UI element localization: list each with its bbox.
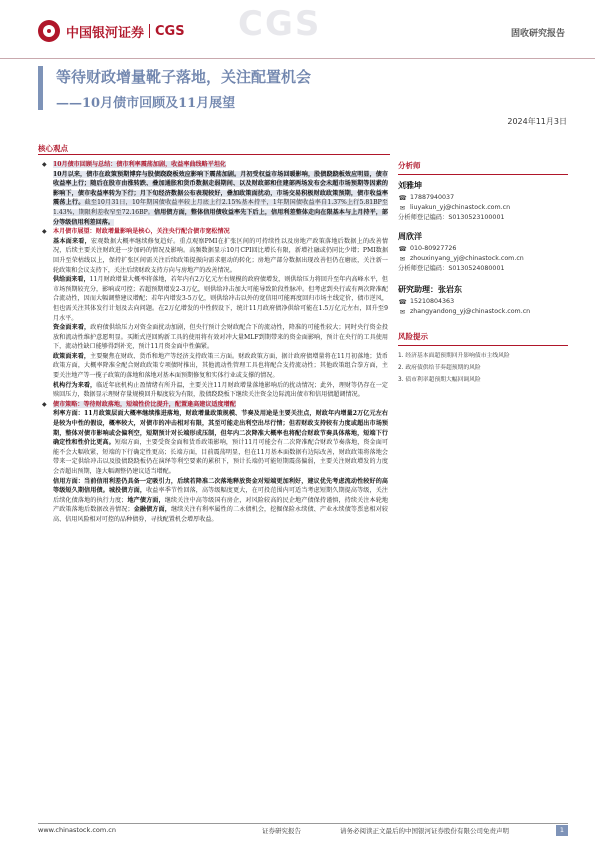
strategy-rates-label: 利率方面： — [53, 410, 84, 418]
outlook-institutions-text: 临近年底机构止盈情绪有所升温，主要关注11月财政增量落地影响后的扰动情况；此外，理财等仍存在一定赎回压力，数据显示理财存量规模回升幅度较为有限，股债跷跷板下继续关注资金边际流出债市和信用债超调情况。 — [53, 381, 388, 399]
outlook-institutions-label: 机构行为来看， — [53, 381, 97, 389]
title-accent-bar — [38, 66, 43, 110]
analyst-card — [398, 231, 568, 274]
section-strategy-heading: 债市策略：等待财政落地，短端性价比提升，配置逢高建议适度增配 — [53, 400, 236, 408]
bullet-icon: ◆ — [42, 400, 47, 408]
analyst-phone — [398, 244, 568, 254]
section-strategy — [40, 400, 388, 525]
strategy-credit-bold: 当前信用利差仍具备一定吸引力，后续若降准二次落地释放资金对短端更加利好，建议优先考虑流动性较好的高等级短久期信用债。城投债方面， — [53, 477, 388, 495]
assistant-email[interactable] — [398, 307, 568, 317]
assistant-heading — [398, 284, 568, 295]
section-review-heading: 10月债市回顾与总结：债市利率震荡加剧，收益率曲线略平坦化 — [53, 161, 227, 168]
analyst-name: 周欣洋 — [398, 232, 422, 241]
strategy-rates-bold: 11月政策层面大概率继续推进落地，财政增量政策规模、节奏及用途是主要关注点，财政年内增量2万亿元左右是较为中性的假设，概率较大，对债市的冲击相对有限，其至可能走出利空出尽行情；但若财政支持较有力度或超出市场预期，整体对债市影响或会偏利空，短期预计对长端形成压制，但年内二次降准大概率也将配合财政节奏具体落地，短端下行确定性和性价比更高。 — [53, 410, 388, 447]
strategy-credit-label-d: 金融债方面， — [133, 506, 171, 514]
strategy-credit-text-c: 继续关注中高等级国有房企，对风险较高的民企地产债保持谨慎，持续关注本轮地产政策落地后数据改善情况； — [53, 496, 388, 514]
phone-icon: ☎ — [398, 298, 407, 306]
risk-item: 1. 经济基本面超预期回升影响债市主线风险 — [398, 353, 510, 359]
analyst-email-text[interactable]: liuyakun_yj@chinastock.com.cn — [410, 204, 511, 211]
page-number: 1 — [556, 825, 568, 836]
strategy-credit-label: 信用方面： — [53, 477, 85, 485]
risk-item: 3. 债市利率超预期大幅回调风险 — [398, 377, 481, 383]
section-outlook-heading: 本月债市展望：财政增量影响是核心，关注央行配合债市宽松情况 — [53, 228, 230, 236]
core-views-label: 核心观点 — [38, 144, 68, 153]
outlook-liquidity-label: 资金面来看， — [53, 324, 91, 332]
risk-item: 2. 政府债供给节奏超预期的风险 — [398, 365, 481, 371]
assistant-label: 研究助理： — [398, 285, 438, 294]
assistant-card — [398, 284, 568, 317]
strategy-credit-label-b: 地产债方面， — [127, 496, 165, 504]
analysts-title: 分析师 — [398, 161, 421, 170]
analyst-phone-text: 17887940037 — [410, 194, 455, 201]
risk-box — [398, 331, 568, 386]
phone-icon: ☎ — [398, 245, 407, 253]
risk-list — [398, 350, 568, 386]
brand-logo — [38, 20, 185, 42]
email-icon: ✉ — [399, 255, 406, 263]
assistant-name: 张岩东 — [438, 285, 462, 294]
email-icon: ✉ — [399, 204, 406, 212]
risk-title: 风险提示 — [398, 332, 428, 341]
strategy-rates-text: 短端方面，主要受资金面和货币政策影响，预计11月可能会有二次降准配合财政节奏落地，资金面可能不会大幅收紧，短端的下行确定性更高；长端方面，目前震荡明显，但在11月基本面数据有边际改善，财政政策将落地会带来一定供给冲击以及股债跷跷板仍在演绎等利空要素的累积下，预计长端仍可能短期震荡偏弱，主要关注财政增发的力度会否超出预期，逢大幅调整仍建议适当增配。 — [53, 439, 388, 475]
analyst-email-text[interactable]: zhouxinyang_yj@chinastock.com.cn — [410, 255, 524, 262]
outlook-policy-label: 政策面来看， — [53, 352, 91, 360]
analyst-phone — [398, 193, 568, 203]
outlook-fundamentals-text: 宏观数据大概率继续修复趋好。重点观察PMI在扩张区间的可持续性以及房地产政策落地后数据上的改善情况，后续主要关注财政进一步加码的情况及影响。高频数据显示10月CPI回比增长有限，新增社融或仍同比少增；PMI数据回升至荣枯线以上，保持扩张区间需关注后续政策提振向需求驱动的转化；房地产部分数据出现改善但仍在磨底，关注新一轮政策和会议支持下，关注后续财政支持方向与房地产的改善情况。 — [53, 237, 388, 274]
outlook-liquidity — [53, 323, 388, 352]
assistant-email-text[interactable]: zhangyandong_yj@chinastock.com.cn — [410, 308, 531, 315]
footer-disclaimer: 请务必阅读正文最后的中国银河证券股份有限公司免责声明 — [340, 827, 509, 835]
bullet-icon: ◆ — [42, 228, 47, 236]
footer-website[interactable]: www.chinastock.com.cn — [38, 826, 116, 834]
analyst-cert: 分析师登记编码：S0130523100001 — [398, 214, 505, 221]
email-icon: ✉ — [399, 308, 406, 316]
brand-separator — [149, 24, 150, 38]
outlook-liquidity-text: 政府债供给压力对资金面扰动加剧，但央行预计会财政配合下的流动性，降准的可能性较大；同时央行资金投放和流动性维护意愿明显。买断式逆回购新工具的使用将有效对冲大量MLF到期带来的资金面影响，预计在央行的工具使用下，流动性缺口能够得到补充，预计11月资金面中性偏紧。 — [53, 324, 388, 351]
report-subtitle: ——10月债市回顾及11月展望 — [56, 96, 236, 111]
phone-icon: ☎ — [398, 194, 407, 202]
analyst-email[interactable] — [398, 203, 568, 213]
risk-divider — [398, 345, 568, 346]
analyst-email[interactable] — [398, 254, 568, 264]
outlook-institutions — [53, 381, 388, 400]
report-date: 2024年11月3日 — [507, 117, 567, 126]
report-header — [0, 0, 595, 62]
strategy-credit-text-a: 收益率季节性回落，高等级幅度更大，在可投范围内可适当考虑短期久期提高等级，关注后续化债落地的执行力度； — [53, 487, 388, 504]
section-outlook-heading-line — [53, 227, 388, 237]
section-outlook — [40, 227, 388, 400]
report-title: 等待财政增量靴子落地，关注配置机会 — [56, 68, 312, 86]
brand-name-cn: 中国银河证券 — [66, 25, 145, 41]
assistant-phone-text: 15210804363 — [410, 298, 455, 305]
section-review — [40, 160, 388, 227]
outlook-policy — [53, 352, 388, 381]
footer-center-label: 证券研究报告 — [262, 827, 301, 835]
header-watermark: CGS — [238, 4, 322, 44]
section-review-text — [53, 160, 388, 227]
section-review-bold-1: 10月以来，债市在政策预期博弈与股债跷跷板效应影响下震荡加剧。月初受权益市场回暖影响，股债跷跷板效应明显，债市收益率上行；随后在股市由涨转跌、叠加通胀和货币数据走弱期间、以及财政部和住建部两场发布会未超市场预期等因素的影响下，债市收益率转为下行；月下旬经济数据公布表现较好，叠加政策面扰动，市场交易积极财政政策预期，债市收益率震荡上行。 — [53, 170, 388, 207]
analyst-name: 刘雅坤 — [398, 181, 422, 190]
header-divider — [0, 58, 595, 59]
outlook-policy-text: 主要聚焦在财政、货币和地产等经济支持政策三方面。财政政策方面，据计政府债增量将在11月初落地；货币政策方面，大概率降准全配合财政政策专项债时推出，其他流动性管理工具也将配合支持流动性；其他政策组合拳方面，主要关注地产等一揽子政策的落地和落地对基本面预期修复和实体行业或支撑的情况。 — [53, 352, 388, 380]
analyst-phone-text: 010-80927726 — [410, 245, 457, 252]
section-strategy-heading-line — [53, 400, 388, 410]
analyst-card — [398, 180, 568, 223]
outlook-supply-label: 供给面来看， — [53, 276, 90, 284]
assistant-phone — [398, 297, 568, 307]
sidebar — [398, 160, 568, 386]
brand-name-en: CGS — [155, 23, 185, 39]
core-views-divider — [38, 154, 390, 155]
outlook-fundamentals-label: 基本面来看， — [53, 237, 91, 245]
footer-divider — [38, 823, 568, 824]
bullet-icon: ◆ — [42, 161, 47, 168]
analysts-divider — [398, 174, 568, 175]
brand-logo-icon — [38, 20, 60, 42]
section-review-bold-2: 信用债方面，整体信用债收益率先下后上，信用利差整体走向在限基本与上月持平，部分等级信用利差回落。 — [53, 208, 388, 226]
strategy-credit-text-e: 继续关注有利率属性的二永债机会，挖掘保险永续债、产业永续债等票息相对较高、信用风险相对可控的品种债券，寻找配置机会增厚收益。 — [53, 506, 388, 523]
outlook-supply-text: 11月财政增量大概率将落地，若年内有2万亿元左右规模的政府债增发，则供给压力将回升至年内高峰水平，但市场预期较充分，影响或可控；若超预期增发2-3万亿，则供给冲击加大可能导致阶段性脉冲。但考虑到央行或有两次降准配合流动性，因而大幅调整建议增配；若年内增发3-5万亿，则供给冲击以外的宽信用可能再度回归市场主线定价，债市逆风，但也需关注其体发行计划及去向问题。在2万亿增发的中性假设下，统计11月政府债净供给可能在1.5万亿元左右，回升至9月水平。 — [53, 276, 388, 322]
strategy-credit — [53, 477, 388, 525]
core-views-body — [40, 160, 388, 800]
outlook-fundamentals — [53, 237, 388, 275]
report-type: 固收研究报告 — [510, 29, 565, 39]
analyst-cert: 分析师登记编码：S0130524080001 — [398, 265, 505, 272]
section-review-text-1: 截至10月31日，10年期国债收益率较上月底上行2.15%基本持平，1年期国债收益率自1.37%上行5.81BP至1.43%，期限利差收窄至72.16BP。 — [53, 199, 388, 216]
strategy-rates — [53, 409, 388, 476]
outlook-supply — [53, 275, 388, 323]
